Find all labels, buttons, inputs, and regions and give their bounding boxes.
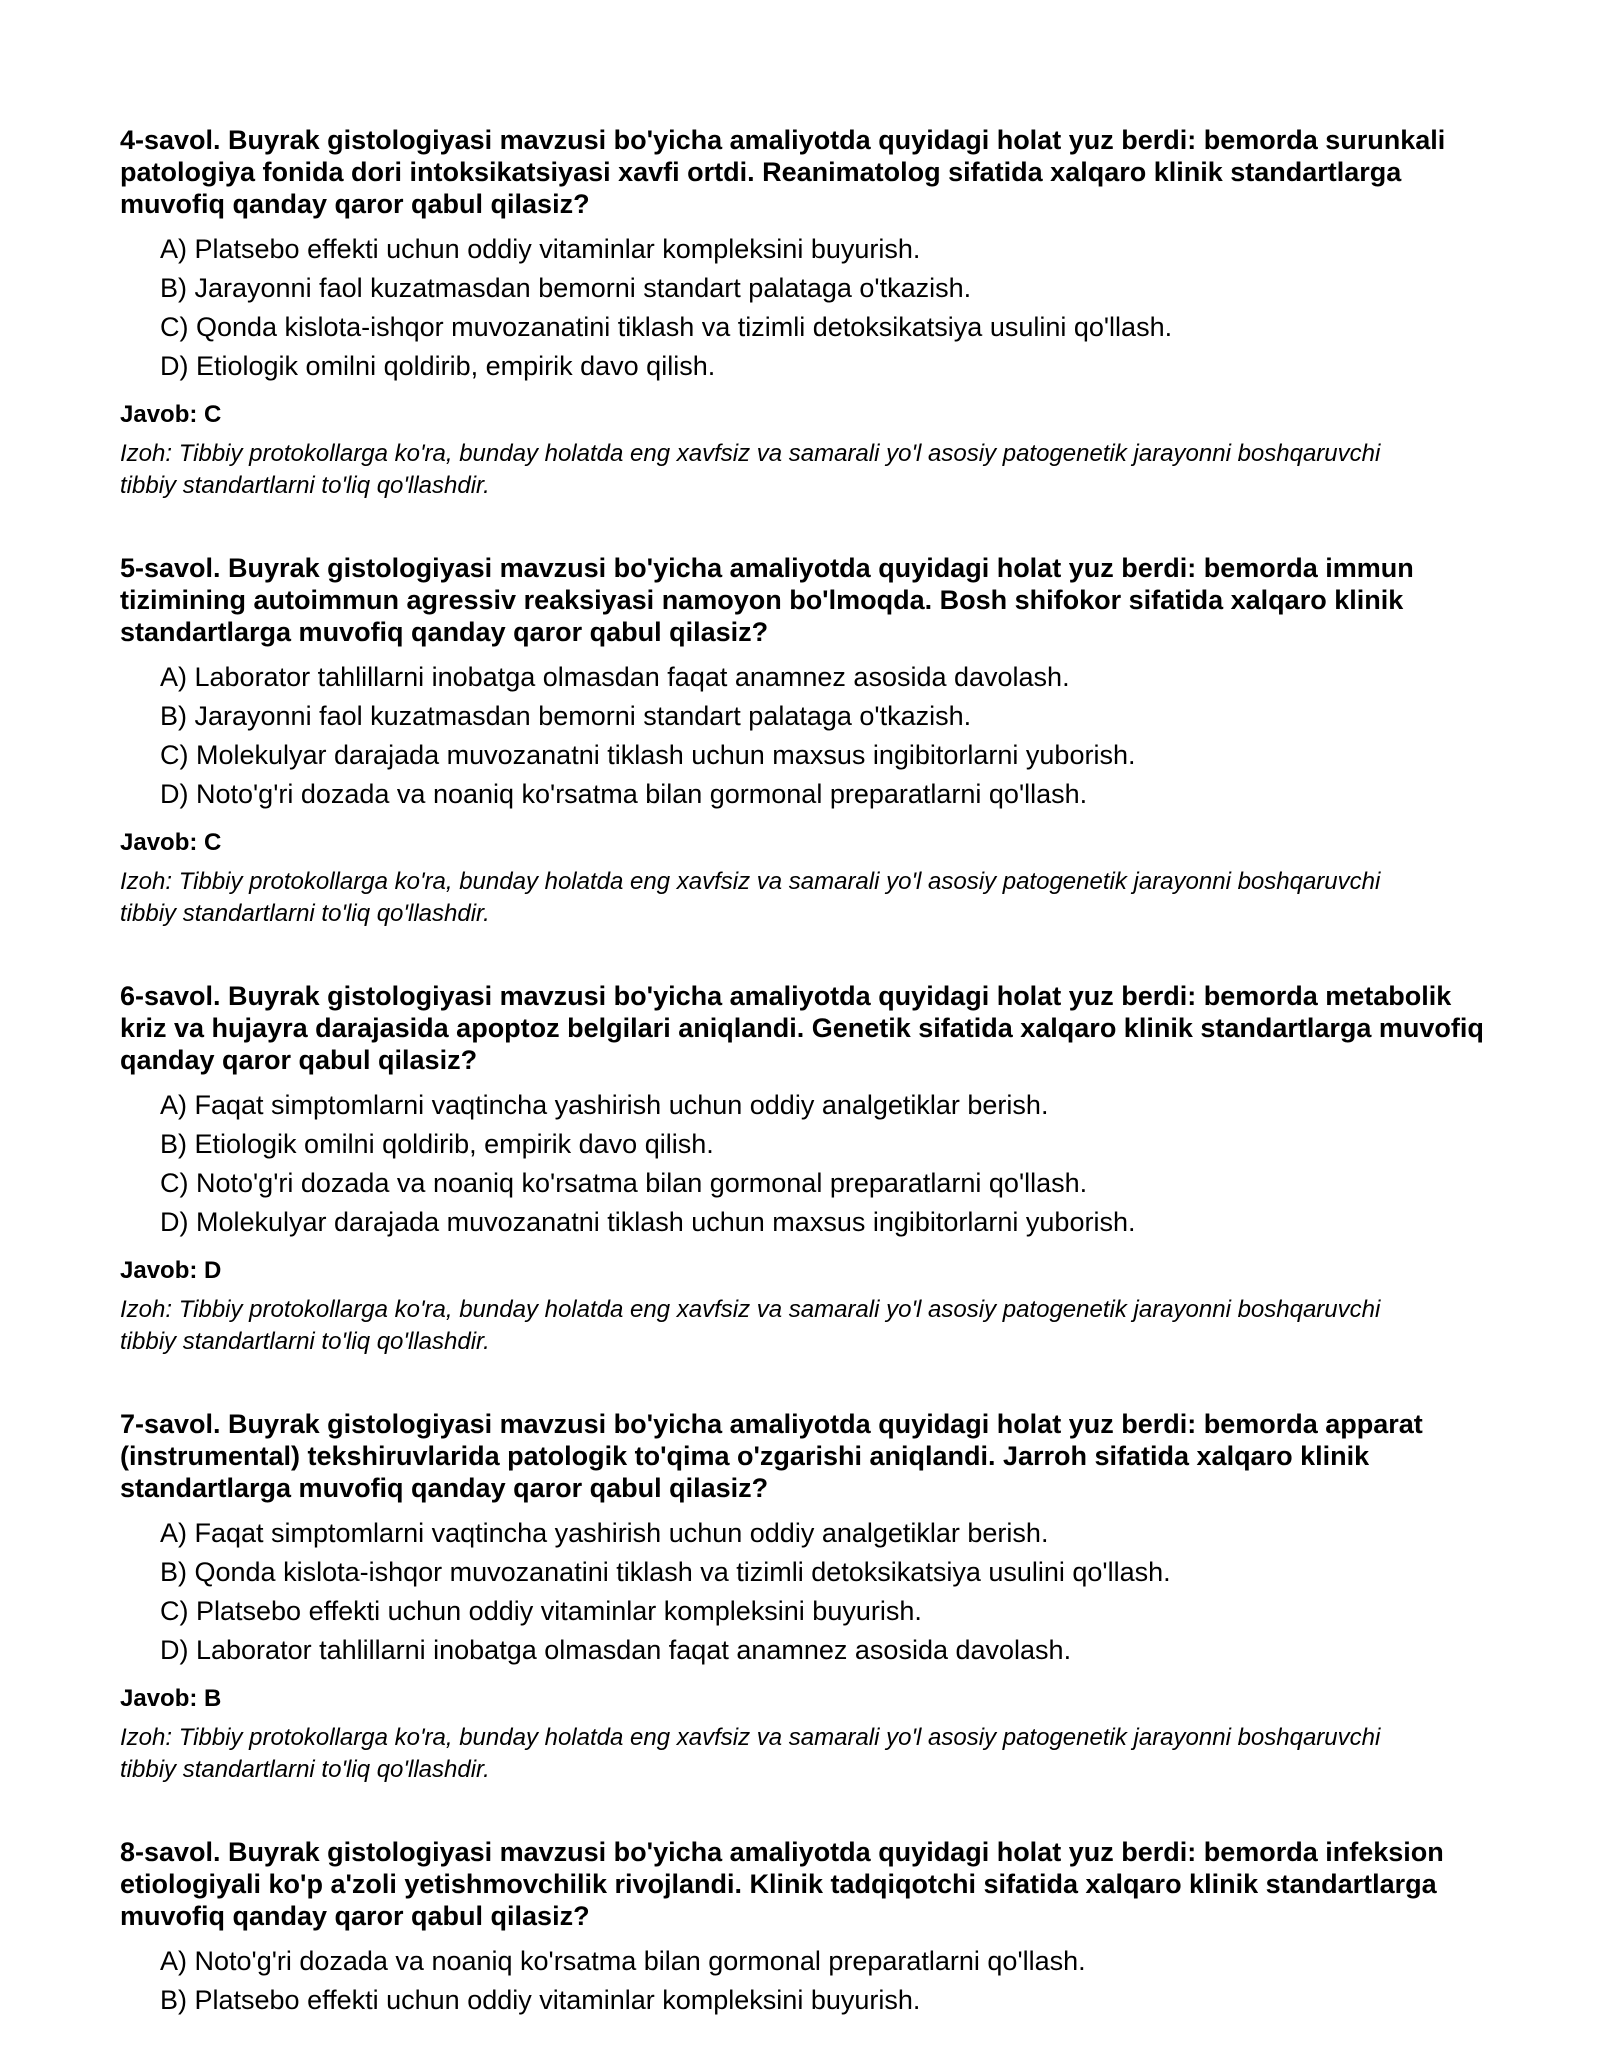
option-c: C) Platsebo effekti uchun oddiy vitaminlar kompleksini buyurish. (160, 1596, 922, 1626)
option-b: B) Jarayonni faol kuzatmasdan bemorni standart palataga o'tkazish. (160, 701, 972, 731)
explanation-note: Izoh: Tibbiy protokollarga ko'ra, bunday holatda eng xavfsiz va samarali yo'l asosiy patogenetik jarayonni boshqaruvchi tibbiy standartlarni to'liq qo'llashdir. (120, 1296, 1381, 1355)
option-a: A) Noto'g'ri dozada va noaniq ko'rsatma bilan gormonal preparatlarni qo'llash. (160, 1946, 1086, 1976)
answer-label: Javob: B (120, 1685, 222, 1712)
option-a: A) Platsebo effekti uchun oddiy vitaminlar kompleksini buyurish. (160, 234, 921, 264)
question-text: 8-savol. Buyrak gistologiyasi mavzusi bo'yicha amaliyotda quyidagi holat yuz berdi: bemorda infeksion etiologiyali ko'p a'zoli yetishmovchilik rivojlandi. Klinik tadqiqotchi sifatida xalqaro klinik standartlarga muvofiq qanday qaror qabul qilasiz? (120, 1837, 1444, 1931)
option-b: B) Platsebo effekti uchun oddiy vitaminlar kompleksini buyurish. (160, 1985, 921, 2015)
question-text: 7-savol. Buyrak gistologiyasi mavzusi bo'yicha amaliyotda quyidagi holat yuz berdi: bemorda apparat (instrumental) tekshiruvlarida patologik to'qima o'zgarishi aniqlandi. Jarroh sifatida xalqaro klinik standartlarga muvofiq qanday qaror qabul qilasiz? (120, 1409, 1423, 1503)
option-c: C) Qonda kislota-ishqor muvozanatini tiklash va tizimli detoksikatsiya usulini qo'llash. (160, 312, 1173, 342)
answer-label: Javob: C (120, 401, 222, 428)
document-page (120, 124, 1500, 2070)
option-c: C) Molekulyar darajada muvozanatni tiklash uchun maxsus ingibitorlarni yuborish. (160, 740, 1136, 770)
option-a: A) Laborator tahlillarni inobatga olmasdan faqat anamnez asosida davolash. (160, 662, 1070, 692)
option-b: B) Jarayonni faol kuzatmasdan bemorni standart palataga o'tkazish. (160, 273, 972, 303)
question-block (120, 552, 1500, 930)
options-list (120, 658, 1500, 814)
question-block (120, 1836, 1500, 2020)
answer-label: Javob: D (120, 1257, 222, 1284)
explanation-note: Izoh: Tibbiy protokollarga ko'ra, bunday holatda eng xavfsiz va samarali yo'l asosiy patogenetik jarayonni boshqaruvchi tibbiy standartlarni to'liq qo'llashdir. (120, 1724, 1381, 1783)
question-text: 6-savol. Buyrak gistologiyasi mavzusi bo'yicha amaliyotda quyidagi holat yuz berdi: bemorda metabolik kriz va hujayra darajasida apoptoz belgilari aniqlandi. Genetik sifatida xalqaro klinik standartlarga muvofiq qanday qaror qabul qilasiz? (120, 981, 1484, 1075)
question-text: 5-savol. Buyrak gistologiyasi mavzusi bo'yicha amaliyotda quyidagi holat yuz berdi: bemorda immun tizimining autoimmun agressiv reaksiyasi namoyon bo'lmoqda. Bosh shifokor sifatida xalqaro klinik standartlarga muvofiq qanday qaror qabul qilasiz? (120, 553, 1414, 647)
question-text: 4-savol. Buyrak gistologiyasi mavzusi bo'yicha amaliyotda quyidagi holat yuz berdi: bemorda surunkali patologiya fonida dori intoksikatsiyasi xavfi ortdi. Reanimatolog sifatida xalqaro klinik standartlarga muvofiq qanday qaror qabul qilasiz? (120, 125, 1446, 219)
explanation-note: Izoh: Tibbiy protokollarga ko'ra, bunday holatda eng xavfsiz va samarali yo'l asosiy patogenetik jarayonni boshqaruvchi tibbiy standartlarni to'liq qo'llashdir. (120, 868, 1381, 927)
option-a: A) Faqat simptomlarni vaqtincha yashirish uchun oddiy analgetiklar berish. (160, 1518, 1049, 1548)
options-list (120, 1514, 1500, 1670)
option-a: A) Faqat simptomlarni vaqtincha yashirish uchun oddiy analgetiklar berish. (160, 1090, 1049, 1120)
option-b: B) Qonda kislota-ishqor muvozanatini tiklash va tizimli detoksikatsiya usulini qo'llash. (160, 1557, 1171, 1587)
option-b: B) Etiologik omilni qoldirib, empirik davo qilish. (160, 1129, 714, 1159)
options-list (120, 1086, 1500, 1242)
option-c: C) Noto'g'ri dozada va noaniq ko'rsatma bilan gormonal preparatlarni qo'llash. (160, 1168, 1088, 1198)
option-d: D) Noto'g'ri dozada va noaniq ko'rsatma bilan gormonal preparatlarni qo'llash. (160, 779, 1088, 809)
options-list (120, 1942, 1500, 2020)
question-block (120, 124, 1500, 502)
question-block (120, 980, 1500, 1358)
question-block (120, 1408, 1500, 1786)
explanation-note: Izoh: Tibbiy protokollarga ko'ra, bunday holatda eng xavfsiz va samarali yo'l asosiy patogenetik jarayonni boshqaruvchi tibbiy standartlarni to'liq qo'llashdir. (120, 440, 1381, 499)
option-d: D) Molekulyar darajada muvozanatni tiklash uchun maxsus ingibitorlarni yuborish. (160, 1207, 1136, 1237)
answer-label: Javob: C (120, 829, 222, 856)
option-d: D) Etiologik omilni qoldirib, empirik davo qilish. (160, 351, 716, 381)
option-d: D) Laborator tahlillarni inobatga olmasdan faqat anamnez asosida davolash. (160, 1635, 1072, 1665)
options-list (120, 230, 1500, 386)
